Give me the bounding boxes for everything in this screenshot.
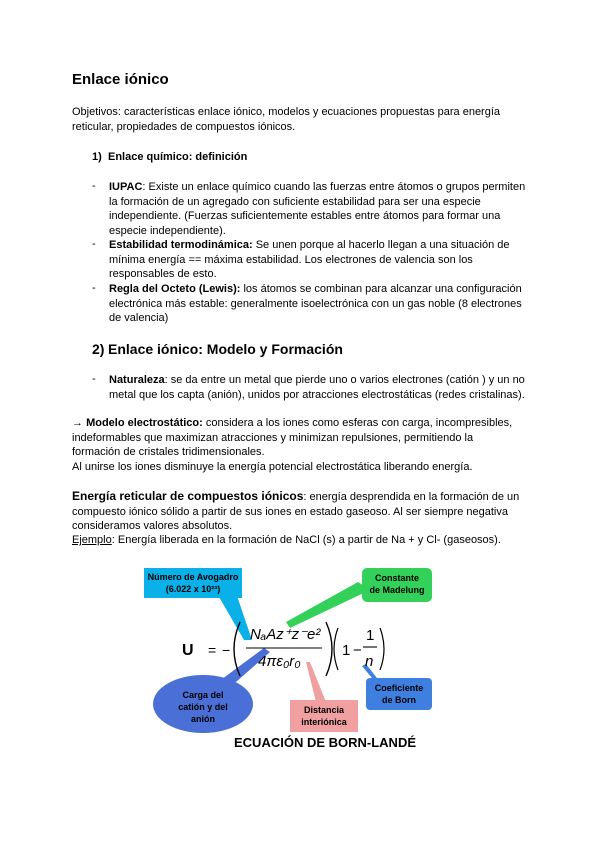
charge-label-1: Carga del bbox=[182, 690, 224, 700]
bullet-term: Regla del Octeto (Lewis): bbox=[109, 283, 241, 295]
right-paren-2 bbox=[380, 628, 384, 670]
page-title: Enlace iónico bbox=[72, 71, 169, 88]
equals-sign: = bbox=[208, 642, 217, 658]
minus-sign-2: − bbox=[353, 642, 362, 659]
section1-number: 1) bbox=[92, 151, 102, 163]
charge-label-2: catión y del bbox=[178, 702, 228, 712]
example-text: : Energía liberada en la formación de NaCl (s) a partir de Na + y Cl- (gaseosos). bbox=[111, 534, 501, 546]
formula-denominator: 4πε₀r₀ bbox=[258, 653, 301, 670]
objectives-paragraph: Objetivos: características enlace iónico, modelos y ecuaciones propuestas para energía reticular, propiedades de compuestos iónicos. bbox=[72, 106, 501, 133]
lattice-term: Energía reticular de compuestos iónicos bbox=[72, 489, 304, 503]
one-n-numerator: 1 bbox=[366, 627, 375, 644]
section2-title: Enlace iónico: Modelo y Formación bbox=[108, 341, 343, 357]
distance-label-2: interiónica bbox=[301, 717, 347, 727]
lattice-paragraph bbox=[72, 489, 528, 534]
left-paren-2 bbox=[334, 628, 338, 670]
bullet-term: IUPAC bbox=[109, 181, 143, 193]
electrostatic-term: Modelo electrostático: bbox=[86, 417, 203, 429]
madelung-label-2: de Madelung bbox=[369, 585, 425, 595]
formula-numerator: NₐAz⁺z⁻e² bbox=[250, 626, 321, 643]
example-label: Ejemplo bbox=[72, 534, 112, 546]
avogadro-label-2: (6.022 x 10²³) bbox=[165, 584, 221, 594]
born-lande-figure bbox=[140, 560, 460, 755]
one-term: 1 bbox=[342, 642, 351, 659]
bullet-text: Se unen porque al hacerlo llegan a una situación de mínima energía == máxima estabilidad. Los electrones de valencia son los responsables de esto. bbox=[109, 239, 510, 280]
bullet-dash: - bbox=[92, 180, 96, 192]
bullet-iupac bbox=[109, 180, 529, 238]
electrostatic-paragraph bbox=[72, 416, 524, 460]
bullet-dash: - bbox=[92, 282, 96, 294]
charge-label-3: anión bbox=[191, 714, 215, 724]
figure-caption: ECUACIÓN DE BORN-LANDÉ bbox=[234, 735, 416, 750]
madelung-label-1: Constante bbox=[374, 573, 420, 583]
section1-title: Enlace químico: definición bbox=[108, 151, 248, 163]
bullet-dash: - bbox=[92, 238, 96, 250]
electrostatic-text: considera a los iones como esferas con carga, incompresibles, indeformables que maximizan atracciones y minimizan repulsiones, permitiendo la formación de cristales tridimensionales. bbox=[72, 417, 513, 458]
electrostatic-note: Al unirse los iones disminuye la energía potencial electrostática liberando energía. bbox=[72, 461, 473, 473]
right-paren bbox=[326, 622, 332, 676]
bullet-term: Estabilidad termodinámica: bbox=[109, 239, 253, 251]
u-symbol: U bbox=[182, 642, 194, 659]
arrow: → bbox=[72, 417, 83, 429]
bullet-text: los átomos se combinan para alcanzar una configuración electrónica más estable: generalmente isoelectrónica con un gas noble (8 electrones de valencia) bbox=[109, 283, 522, 324]
bullet-nature bbox=[109, 373, 529, 402]
section2-number: 2) bbox=[92, 341, 105, 357]
distance-label-1: Distancia bbox=[303, 705, 345, 715]
example-line bbox=[72, 533, 528, 548]
minus-sign: − bbox=[222, 642, 231, 658]
bullet-octet bbox=[109, 282, 529, 326]
bullet-dash: - bbox=[92, 373, 96, 385]
bullet-text: : Existe un enlace químico cuando las fuerzas entre átomos o grupos permiten la formación de un agregado con suficiente estabilidad para ser una especie independiente. (Fuerzas suficientemente estables entre átomos para formar una especie independiente). bbox=[109, 181, 526, 237]
bullet-stability bbox=[109, 238, 529, 282]
lattice-text: : energía desprendida en la formación de un compuesto iónico sólido a partir de sus iones en estado gaseoso. Al ser siempre negativa consideramos valores absolutos. bbox=[72, 491, 520, 532]
bullet-term: Naturaleza bbox=[109, 374, 165, 386]
avogadro-label-1: Número de Avogadro bbox=[147, 572, 239, 582]
distance-pointer bbox=[306, 662, 326, 702]
born-label-1: Coeficiente bbox=[374, 683, 424, 693]
madelung-pointer bbox=[286, 582, 370, 628]
born-label-2: de Born bbox=[381, 695, 417, 705]
bullet-text: : se da entre un metal que pierde uno o varios electrones (catión ) y un no metal que los capta (anión), unidos por atracciones electrostáticas (redes cristalinas). bbox=[109, 374, 525, 401]
one-n-denominator: n bbox=[365, 653, 374, 670]
